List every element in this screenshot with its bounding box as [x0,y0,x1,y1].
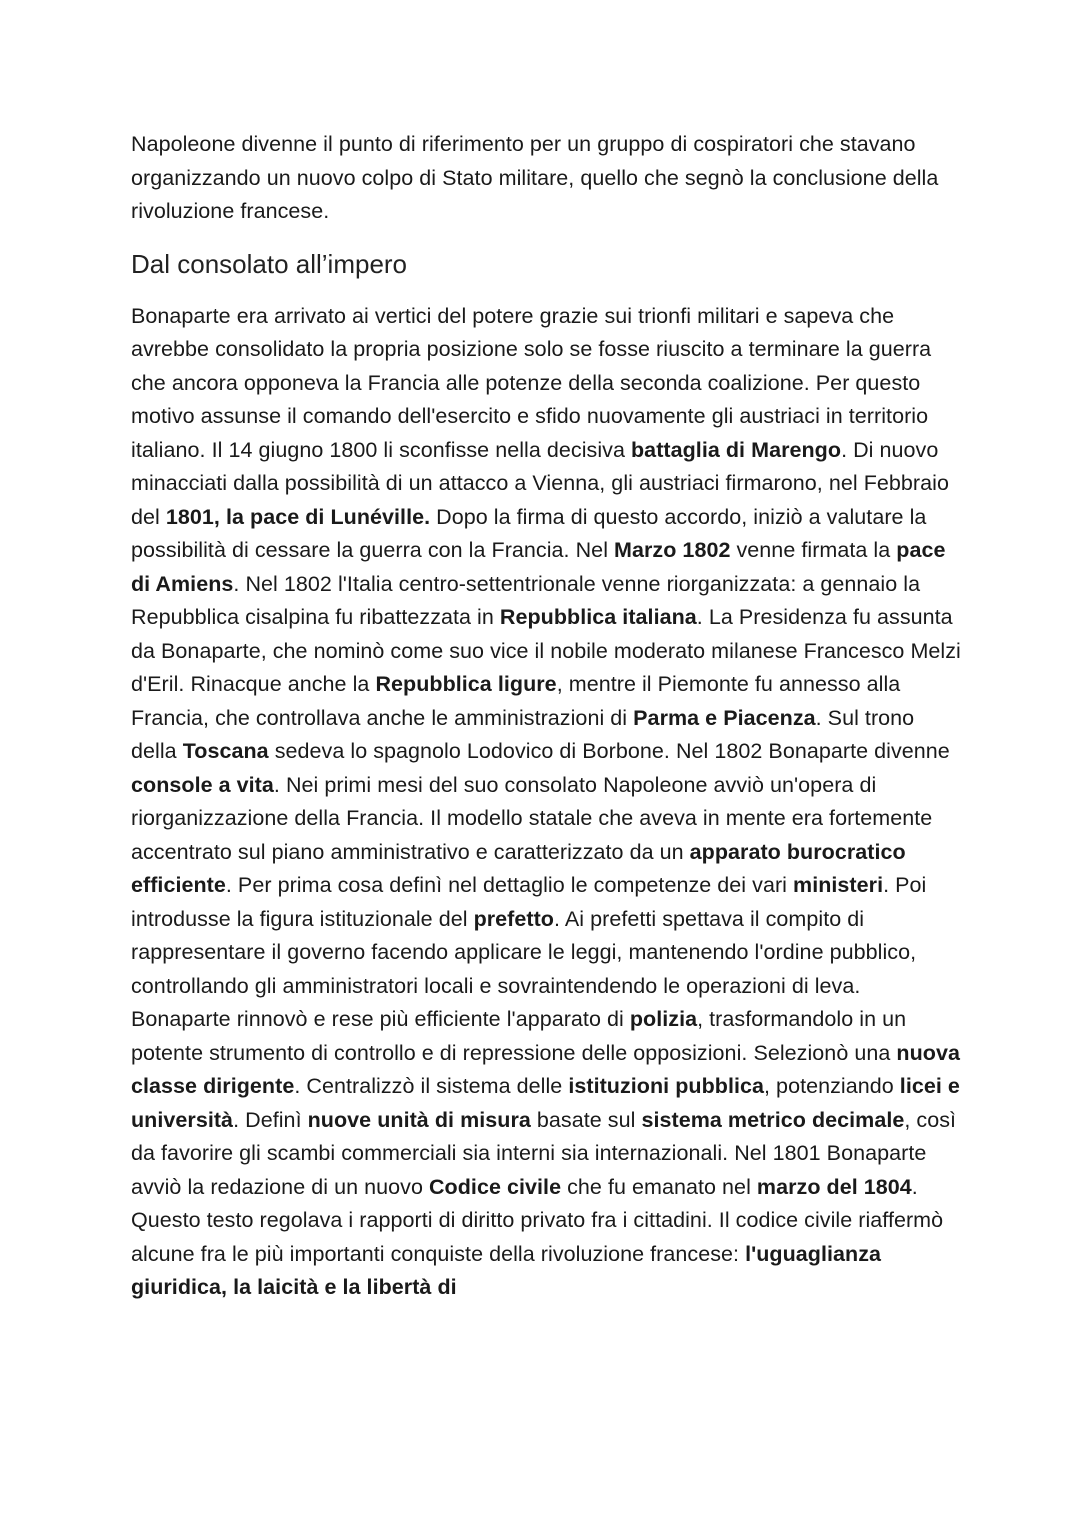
bold-term: istituzioni pubblica [568,1074,765,1098]
bold-term: Toscana [182,739,269,763]
bold-term: pace di Amiens [131,538,946,596]
text-run: . La Presidenza fu assunta da Bonaparte, che nominò come suo vice il nobile moderato milanese Francesco Melzi d'Eril. Rinacque anche la [131,605,961,696]
text-run: che fu emanato nel [561,1174,757,1199]
text-run: , così da favorire gli scambi commerciali sia interni sia internazionali. Nel 1801 Bonaparte avviò la redazione di un nuovo [131,1107,957,1199]
text-run: . Questo testo regolava i rapporti di diritto privato fra i cittadini. Il codice civile riaffermò alcune fra le più importanti conquiste della rivoluzione francese: [131,1174,944,1266]
bold-term: Parma e Piacenza [633,705,816,730]
text-run: . Nel 1802 l'Italia centro-settentrionale venne riorganizzata: a gennaio la Repubblica cisalpina fu ribattezzata in [131,571,921,629]
bold-term: sistema metrico decimale [641,1107,905,1132]
bold-term: console a vita [131,772,274,797]
text-run: Bonaparte era arrivato ai vertici del potere grazie sui trionfi militari e sapeva che avrebbe consolidato la propria posizione solo se fosse riuscito a terminare la guerra che ancora opponeva la Francia alle potenze della seconda coalizione. Per questo motivo assunse il comando dell'esercito e sfido nuovamente gli austriaci in territorio italiano. Il 14 giugno 1800 li sconfisse nella decisiva [131,303,932,462]
bold-term: marzo del 1804 [756,1174,912,1199]
text-run: , mentre il Piemonte fu annesso alla Francia, che controllava anche le amministrazioni di [131,672,901,730]
text-run: basate sul [530,1107,642,1132]
bold-term: battaglia di Marengo [631,437,842,462]
text-run: , potenziando [764,1074,900,1098]
text-run: venne firmata la [730,538,897,562]
bold-term: Repubblica italiana [499,605,697,629]
section-heading: Dal consolato all’impero [131,248,408,279]
text-run: sedeva lo spagnolo Lodovico di Borbone. Nel 1802 Bonaparte divenne [268,739,950,763]
text-run: . Sul trono della [131,705,915,763]
bold-term: ministeri [793,873,884,897]
text-run: . Di nuovo minacciati dalla possibilità di un attacco a Vienna, gli austriaci firmarono, nel Febbraio del [131,437,949,529]
bold-term: Marzo 1802 [614,538,731,562]
main-paragraph [131,300,961,1305]
bold-term: l'uguaglianza giuridica, la laicità e la libertà di [131,1241,882,1299]
bold-term: licei e università [131,1074,960,1132]
bold-term: prefetto [473,906,554,931]
bold-term: 1801, la pace di Lunéville. [165,504,431,529]
text-run: . Definì [233,1107,308,1132]
bold-term: nuove unità di misura [307,1107,531,1132]
text-run: . Ai prefetti spettava il compito di rappresentare il governo facendo applicare le leggi, mantenendo l'ordine pubblico, controllando gli amministratori locali e sovraintendendo le operazioni di leva. Bonaparte rinnovò e rese più efficiente l'apparato di [131,906,917,1031]
bold-term: apparato burocratico efficiente [131,839,906,897]
text-run: . Centralizzò il sistema delle [294,1074,569,1098]
bold-term: polizia [629,1007,698,1031]
text-run: . Poi introdusse la figura istituzionale del [131,873,927,931]
bold-term: Repubblica ligure [375,672,557,696]
text-run: , trasformandolo in un potente strumento di controllo e di repressione delle opposizioni. Selezionò una [131,1007,907,1065]
text-run: . Nei primi mesi del suo consolato Napoleone avviò un'opera di riorganizzazione della Francia. Il modello statale che aveva in mente era fortemente accentrato sul piano amministrativo e caratterizzato da un [131,772,933,864]
bold-term: nuova classe dirigente [131,1040,960,1098]
intro-paragraph: Napoleone divenne il punto di riferimento per un gruppo di cospiratori che stavano organizzando un nuovo colpo di Stato militare, quello che segnò la conclusione della rivoluzione francese. [131,132,939,223]
document-page [131,128,961,1305]
text-run: Dopo la firma di questo accordo, iniziò a valutare la possibilità di cessare la guerra con la Francia. Nel [131,504,927,562]
text-run: . Per prima cosa definì nel dettaglio le competenze dei vari [225,873,794,897]
bold-term: Codice civile [428,1174,562,1199]
